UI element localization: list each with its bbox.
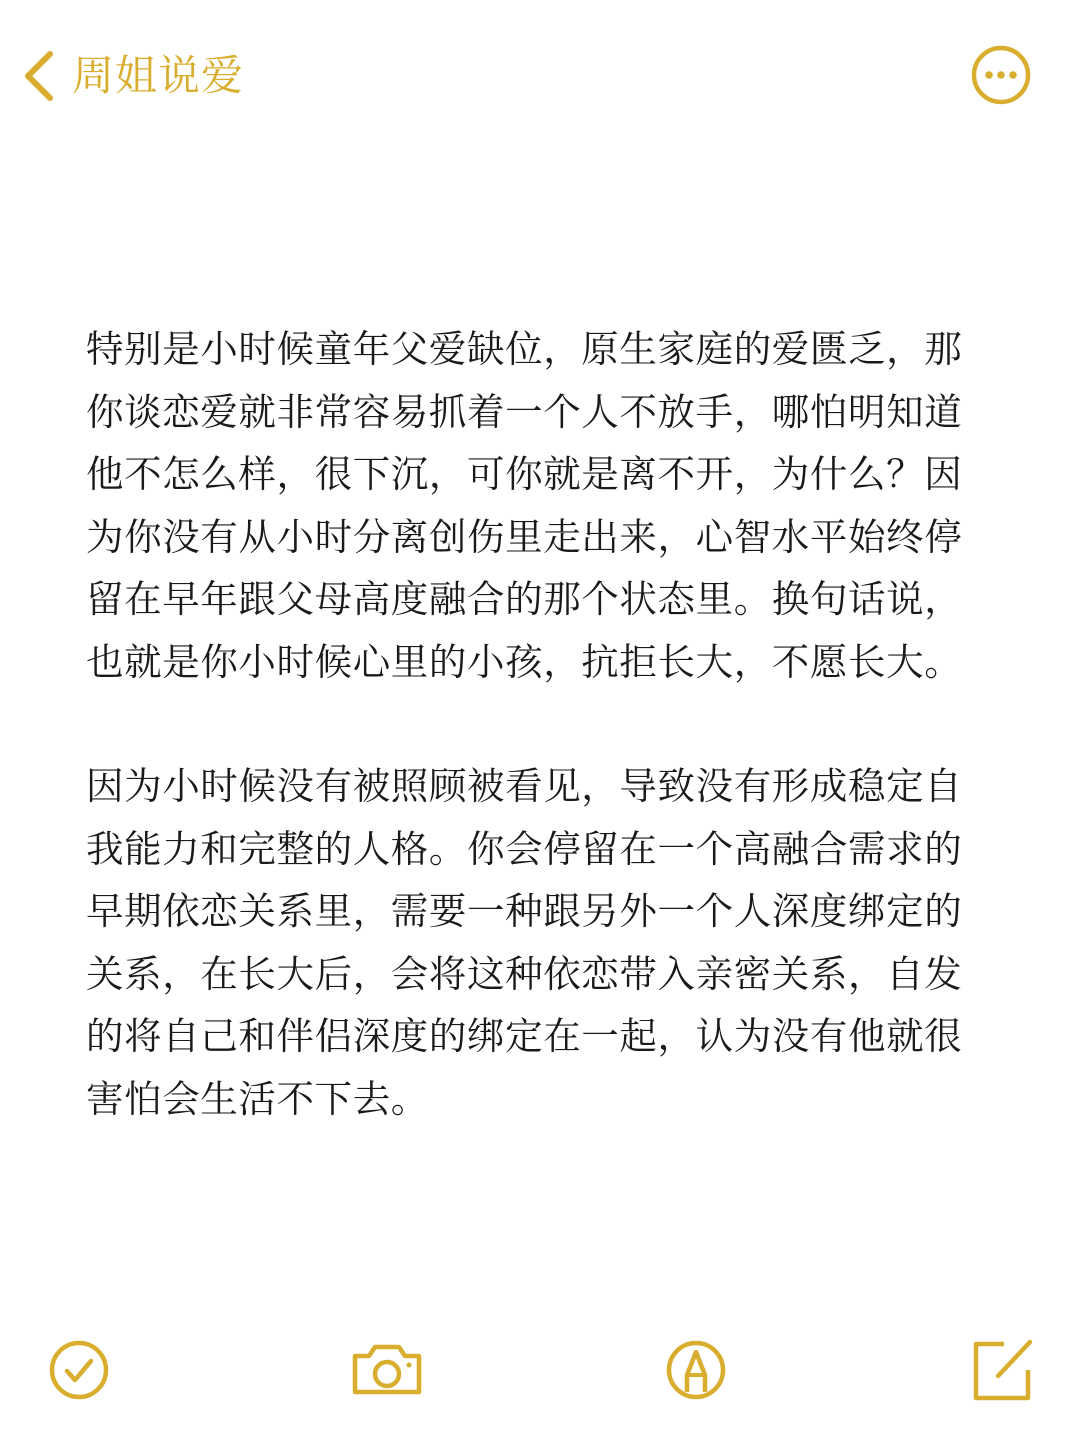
note-body[interactable] xyxy=(86,318,996,1130)
more-horizontal-icon xyxy=(970,91,1032,110)
compose-icon xyxy=(962,1330,1042,1410)
note-paragraph-2: 因为小时候没有被照顾被看见，导致没有形成稳定自我能力和完整的人格。你会停留在一个高融合需求的早期依恋关系里，需要一种跟另外一个人深度绑定的关系，在长大后，会将这种依恋带入亲密关系，自发的将自己和伴侣深度的绑定在一起，认为没有他就很害怕会生活不下去。 xyxy=(86,764,963,1121)
navigation-bar xyxy=(0,0,1080,150)
checklist-icon xyxy=(39,1330,119,1410)
bottom-toolbar xyxy=(0,1320,1080,1420)
compose-button[interactable] xyxy=(962,1330,1042,1410)
back-button[interactable] xyxy=(18,40,244,112)
markup-pen-icon xyxy=(656,1330,736,1410)
camera-button[interactable] xyxy=(347,1330,427,1410)
markup-button[interactable] xyxy=(656,1330,736,1410)
note-paragraph-1: 特别是小时候童年父爱缺位，原生家庭的爱匮乏，那你谈恋爱就非常容易抓着一个人不放手，哪怕明知道他不怎么样，很下沉，可你就是离不开，为什么？因为你没有从小时分离创伤里走出来，心智水平始终停留在早年跟父母高度融合的那个状态里。换句话说，也就是你小时候心里的小孩，抗拒长大，不愿长大。 xyxy=(86,327,963,684)
camera-icon xyxy=(347,1330,427,1410)
more-button[interactable] xyxy=(970,44,1032,106)
checklist-button[interactable] xyxy=(39,1330,119,1410)
chevron-left-icon xyxy=(18,48,58,104)
back-label: 周姐说爱 xyxy=(72,51,245,100)
